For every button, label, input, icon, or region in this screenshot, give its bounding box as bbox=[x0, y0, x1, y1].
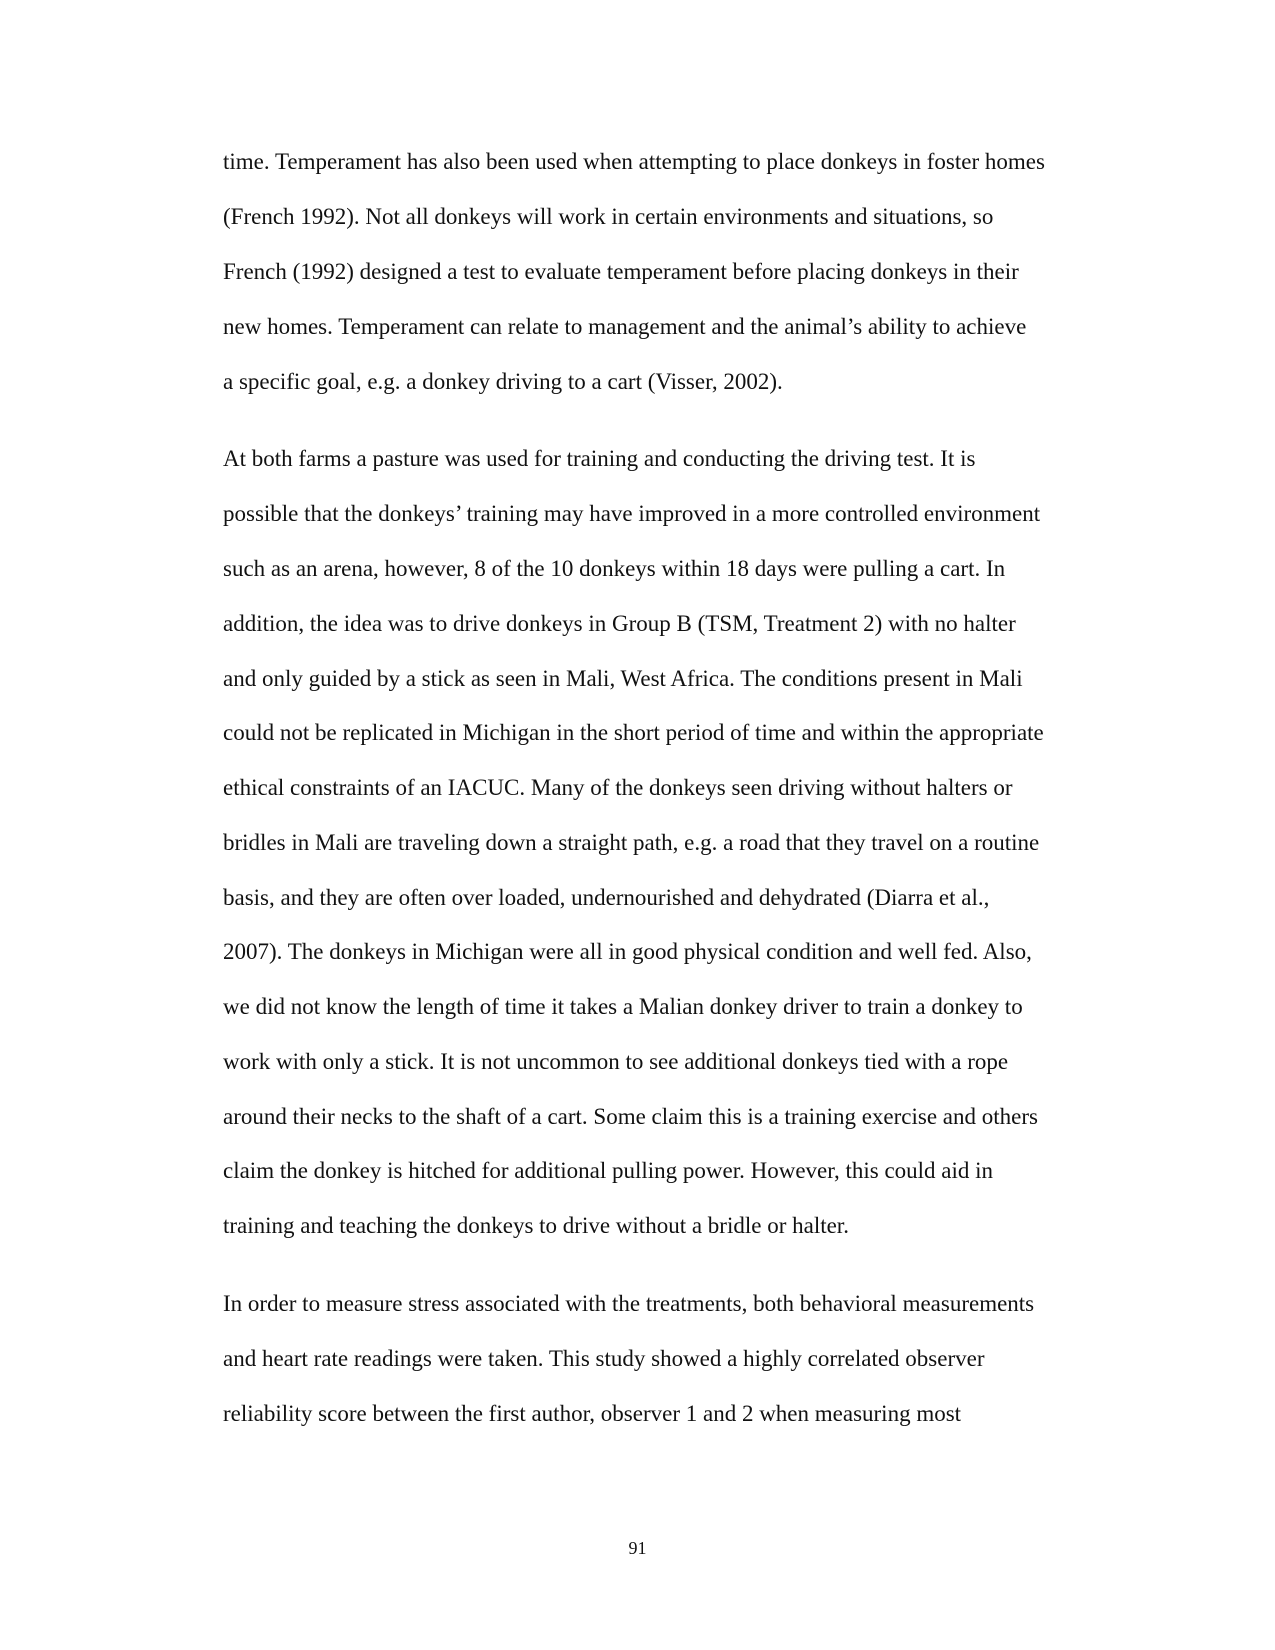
text-line: and only guided by a stick as seen in Mali, West Africa. The conditions present in Mali bbox=[223, 666, 1023, 691]
text-line: At both farms a pasture was used for training and conducting the driving test. It is bbox=[223, 446, 976, 471]
text-line: time. Temperament has also been used when attempting to place donkeys in foster homes bbox=[223, 149, 1045, 174]
text-line: a specific goal, e.g. a donkey driving to a cart (Visser, 2002). bbox=[223, 369, 783, 394]
text-line: and heart rate readings were taken. This study showed a highly correlated observer bbox=[223, 1346, 985, 1371]
text-line: In order to measure stress associated with the treatments, both behavioral measurements bbox=[223, 1291, 1035, 1316]
text-line: addition, the idea was to drive donkeys in Group B (TSM, Treatment 2) with no halter bbox=[223, 611, 1016, 636]
text-line: possible that the donkeys’ training may have improved in a more controlled environment bbox=[223, 501, 1041, 526]
text-line: (French 1992). Not all donkeys will work in certain environments and situations, so bbox=[223, 204, 994, 229]
text-line: could not be replicated in Michigan in the short period of time and within the appropriate bbox=[223, 720, 1044, 745]
text-line: bridles in Mali are traveling down a straight path, e.g. a road that they travel on a routine bbox=[223, 830, 1040, 855]
text-line: around their necks to the shaft of a cart. Some claim this is a training exercise and others bbox=[223, 1104, 1038, 1129]
text-line: such as an arena, however, 8 of the 10 donkeys within 18 days were pulling a cart. In bbox=[223, 556, 1006, 581]
text-line: we did not know the length of time it takes a Malian donkey driver to train a donkey to bbox=[223, 994, 1023, 1019]
text-line: training and teaching the donkeys to drive without a bridle or halter. bbox=[223, 1213, 849, 1238]
page-number: 91 bbox=[628, 1538, 647, 1558]
text-line: basis, and they are often over loaded, undernourished and dehydrated (Diarra et al., bbox=[223, 885, 990, 910]
text-line: French (1992) designed a test to evaluate temperament before placing donkeys in their bbox=[223, 259, 1019, 284]
text-line: claim the donkey is hitched for additional pulling power. However, this could aid in bbox=[223, 1158, 994, 1183]
text-line: new homes. Temperament can relate to management and the animal’s ability to achieve bbox=[223, 314, 1027, 339]
text-line: work with only a stick. It is not uncommon to see additional donkeys tied with a rope bbox=[223, 1049, 1009, 1074]
text-line: 2007). The donkeys in Michigan were all in good physical condition and well fed. Also, bbox=[223, 939, 1032, 964]
text-line: ethical constraints of an IACUC. Many of the donkeys seen driving without halters or bbox=[223, 775, 1013, 800]
text-line: reliability score between the first author, observer 1 and 2 when measuring most bbox=[223, 1401, 962, 1426]
